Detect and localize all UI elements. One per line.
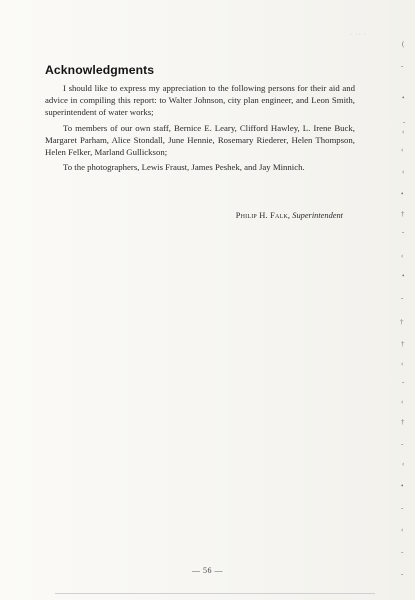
binding-mark: † [401, 340, 405, 348]
paragraph-3: To the photographers, Lewis Fraust, James Peshek, and Jay Minnich. [63, 162, 305, 173]
binding-mark: ‹ [402, 168, 405, 176]
binding-mark: ‹ [401, 360, 404, 368]
paragraph-2: To members of our own staff, Bernice E. Leary, Clifford Hawley, L. Irene Buck, Margaret Parham, Alice Stondall, June Hennie, Rosemary Riederer, Helen Thompson, Helen Felker, Marland Gullickson; [45, 122, 355, 158]
binding-mark: - [403, 118, 406, 126]
binding-mark: • [401, 482, 404, 490]
scan-edge-line [55, 593, 375, 594]
binding-mark: - [401, 570, 404, 578]
binding-mark: † [401, 418, 405, 426]
binding-mark: - [401, 548, 404, 556]
paragraph-1: I should like to express my appreciation to the following persons for their aid and advice in compiling this report: to Walter Johnson, city plan engineer, and Leon Smith, superintendent of water works; [45, 83, 355, 118]
binding-mark: ‹ [401, 526, 404, 534]
binding-mark: - [401, 62, 404, 70]
binding-mark: ( [402, 40, 405, 48]
binding-mark: - [402, 378, 405, 386]
page-number: — 56 — [192, 566, 223, 575]
page-heading: Acknowledgments [45, 63, 155, 77]
signature-title: Superintendent [292, 211, 343, 220]
binding-mark: ‹ [401, 252, 404, 260]
binding-mark: ‹ [401, 146, 404, 154]
scan-smudge: · ·· · [350, 32, 367, 38]
binding-mark: - [401, 440, 404, 448]
binding-mark: - [402, 228, 405, 236]
binding-mark: - [401, 294, 404, 302]
binding-mark: ‹ [401, 398, 404, 406]
signature-name: Philip H. Falk, [235, 211, 291, 220]
binding-mark: ‹ [402, 460, 405, 468]
binding-mark: † [400, 318, 404, 326]
binding-mark: • [401, 190, 404, 198]
binding-mark: † [401, 210, 405, 218]
acknowledgment-text [45, 82, 355, 176]
binding-mark: ‹ [402, 128, 405, 136]
binding-mark: - [401, 504, 404, 512]
binding-mark: • [402, 272, 405, 280]
binding-mark: • [402, 94, 405, 102]
signature-line [236, 211, 343, 220]
